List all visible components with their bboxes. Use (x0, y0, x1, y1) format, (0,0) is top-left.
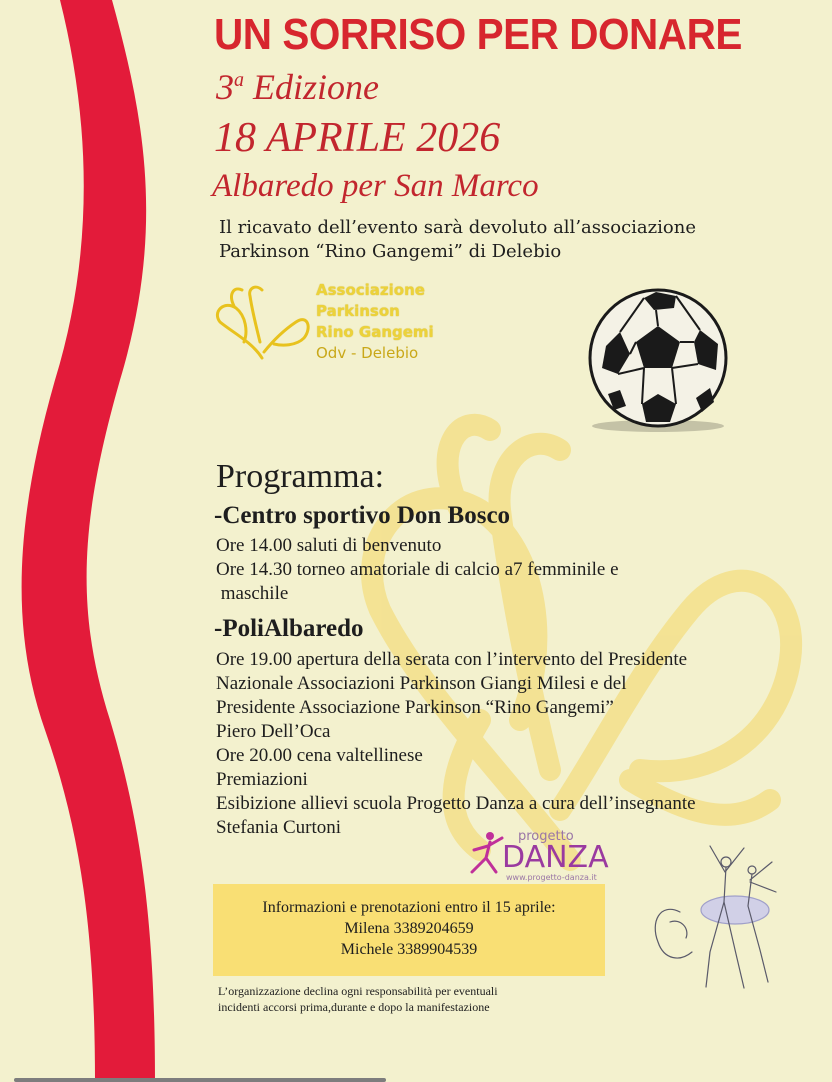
contact-line: Michele 3389904539 (340, 941, 478, 958)
event-title: UN SORRISO PER DONARE (214, 10, 742, 59)
assoc-line: Parkinson (316, 302, 400, 320)
disclaimer-line: incidenti accorsi prima,durante e dopo la manifestazione (218, 1000, 490, 1014)
edition-label: 3$^a$ Edizione (216, 67, 379, 107)
red-ribbon-graphic (0, 0, 170, 1082)
soccer-ball-icon (584, 286, 730, 434)
assoc-line: Rino Gangemi (316, 323, 434, 341)
home-indicator-bar (14, 1078, 386, 1082)
section-title-don-bosco: -Centro sportivo Don Bosco (214, 502, 511, 529)
danza-big: DANZA (502, 840, 609, 875)
program-line: Ore 14.30 torneo amatoriale di calcio a7 femminile e (216, 559, 619, 580)
info-box (213, 884, 605, 976)
note-line: Il ricavato dell’evento sarà devoluto all’associazione (219, 217, 696, 238)
section-title-polialbaredo: -PoliAlbaredo (214, 615, 364, 642)
danza-small: progetto (518, 829, 574, 844)
progetto-danza-logo (502, 830, 609, 882)
info-heading: Informazioni e prenotazioni entro il 15 aprile: (262, 899, 556, 916)
event-date: 18 APRILE 2026 (214, 115, 501, 161)
assoc-line: Associazione (316, 281, 425, 299)
program-line: Ore 19.00 apertura della serata con l’intervento del Presidente (216, 649, 688, 670)
dancers-illustration-icon (640, 842, 790, 992)
program-line: Nazionale Associazioni Parkinson Giangi Milesi e del (216, 673, 627, 694)
program-line: Esibizione allievi scuola Progetto Danza a cura dell’insegnante (216, 793, 696, 814)
butterfly-icon (212, 282, 312, 362)
note-line: Parkinson “Rino Gangemi” di Delebio (219, 241, 562, 262)
program-line: Ore 20.00 cena valtellinese (216, 745, 423, 766)
program-line: Presidente Associazione Parkinson “Rino Gangemi” (216, 697, 614, 718)
program-heading: Programma: (216, 458, 385, 495)
program-line: Stefania Curtoni (216, 817, 342, 838)
proceeds-note (219, 216, 696, 264)
program-line: Premiazioni (216, 769, 308, 790)
contact-line: Milena 3389204659 (344, 920, 474, 937)
event-place: Albaredo per San Marco (212, 168, 539, 204)
program-line: Ore 14.00 saluti di benvenuto (216, 535, 442, 556)
program-line: Piero Dell’Oca (216, 721, 331, 742)
disclaimer (218, 983, 498, 1015)
program-line: maschile (216, 583, 289, 604)
disclaimer-line: L’organizzazione declina ogni responsabilità per eventuali (218, 984, 498, 998)
dancer-icon (466, 828, 506, 878)
section-polialbaredo-lines (216, 648, 696, 840)
section-don-bosco-lines (216, 534, 619, 606)
association-logo-text (316, 280, 434, 364)
danza-url: www.progetto-danza.it (506, 873, 597, 882)
assoc-sub: Odv - Delebio (316, 344, 419, 362)
